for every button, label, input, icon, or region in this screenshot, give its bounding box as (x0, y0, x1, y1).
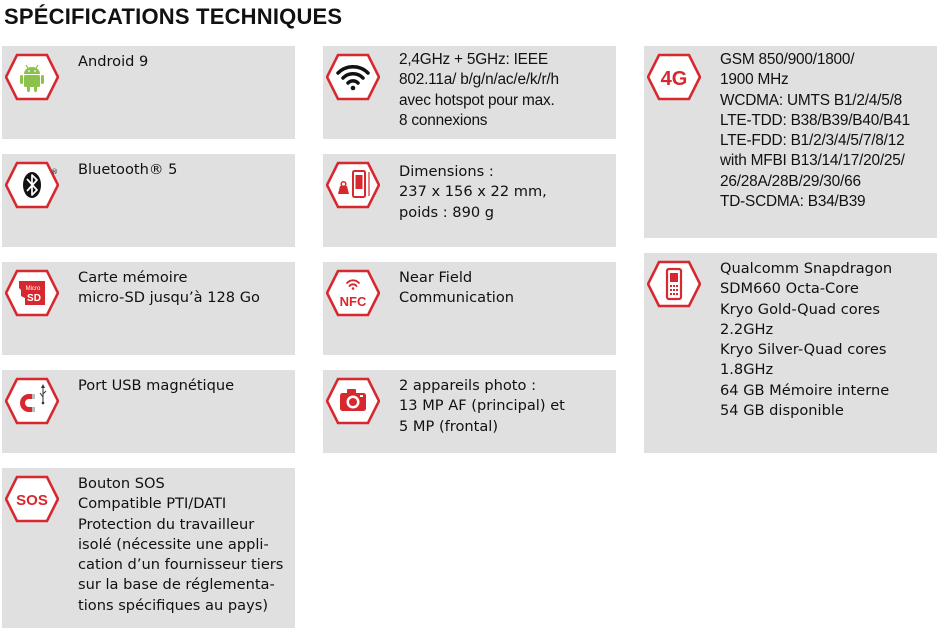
spec-card-android (2, 46, 295, 139)
spec-card-bluetooth (2, 154, 295, 247)
android-icon (5, 52, 59, 102)
dimensions-icon (326, 160, 380, 210)
spec-text: 2 appareils photo : 13 MP AF (principal) et 5 MP (frontal) (399, 377, 565, 435)
spec-card-network-4g (644, 46, 937, 238)
svg-text:SOS: SOS (16, 492, 48, 509)
4g-icon (647, 52, 701, 102)
svg-text:SD: SD (27, 293, 41, 304)
wifi-icon (326, 52, 380, 102)
svg-text:®: ® (51, 168, 58, 176)
spec-text: Near Field Communication (399, 269, 515, 307)
spec-card-dimensions (323, 154, 616, 247)
svg-text:NFC: NFC (339, 294, 367, 309)
spec-text: Bluetooth® 5 (78, 161, 178, 178)
spec-text: Bouton SOS Compatible PTI/DATI Protection du travailleur isolé (nécessite une appli- cation d’un fournisseur tiers sur la base de réglementa- tions spécifiques au pays) (78, 475, 284, 614)
svg-text:Micro: Micro (25, 286, 41, 292)
page-title: SPÉCIFICATIONS TECHNIQUES (4, 4, 343, 29)
sos-icon (5, 474, 59, 524)
spec-text: Qualcomm Snapdragon SDM660 Octa-Core Kryo Gold-Quad cores 2.2GHz Kryo Silver-Quad cores 1.8GHz 64 GB Mémoire interne 54 GB disponible (720, 260, 893, 420)
spec-card-nfc (323, 262, 616, 355)
spec-card-processor (644, 253, 937, 453)
spec-text: Port USB magnétique (78, 377, 235, 394)
spec-text: Dimensions : 237 x 156 x 22 mm, poids : 890 g (399, 163, 547, 221)
spec-card-usb (2, 370, 295, 453)
camera-icon (326, 376, 380, 426)
spec-text: GSM 850/900/1800/ 1900 MHz WCDMA: UMTS B1/2/4/5/8 LTE-TDD: B38/B39/B40/B41 LTE-FDD: B1/2/3/4/5/7/8/12 with MFBI B13/14/17/20/25/ 26/28A/28B/29/30/66 TD-SCDMA: B34/B39 (720, 51, 910, 211)
spec-text: 2,4GHz + 5GHz: IEEE 802.11a/ b/g/n/ac/e/k/r/h avec hotspot pour max. 8 connexions (399, 51, 559, 129)
spec-card-memory-card (2, 262, 295, 355)
svg-text:4G: 4G (660, 68, 688, 90)
nfc-icon (326, 268, 380, 318)
spec-card-wifi (323, 46, 616, 139)
usb-magnet-icon (5, 376, 59, 426)
spec-card-camera (323, 370, 616, 453)
spec-card-sos (2, 468, 295, 628)
spec-text: Carte mémoire micro-SD jusqu’à 128 Go (78, 269, 260, 307)
micro-sd-icon (5, 268, 59, 318)
processor-icon (647, 259, 701, 309)
bluetooth-icon (5, 160, 59, 210)
spec-text: Android 9 (78, 53, 149, 70)
